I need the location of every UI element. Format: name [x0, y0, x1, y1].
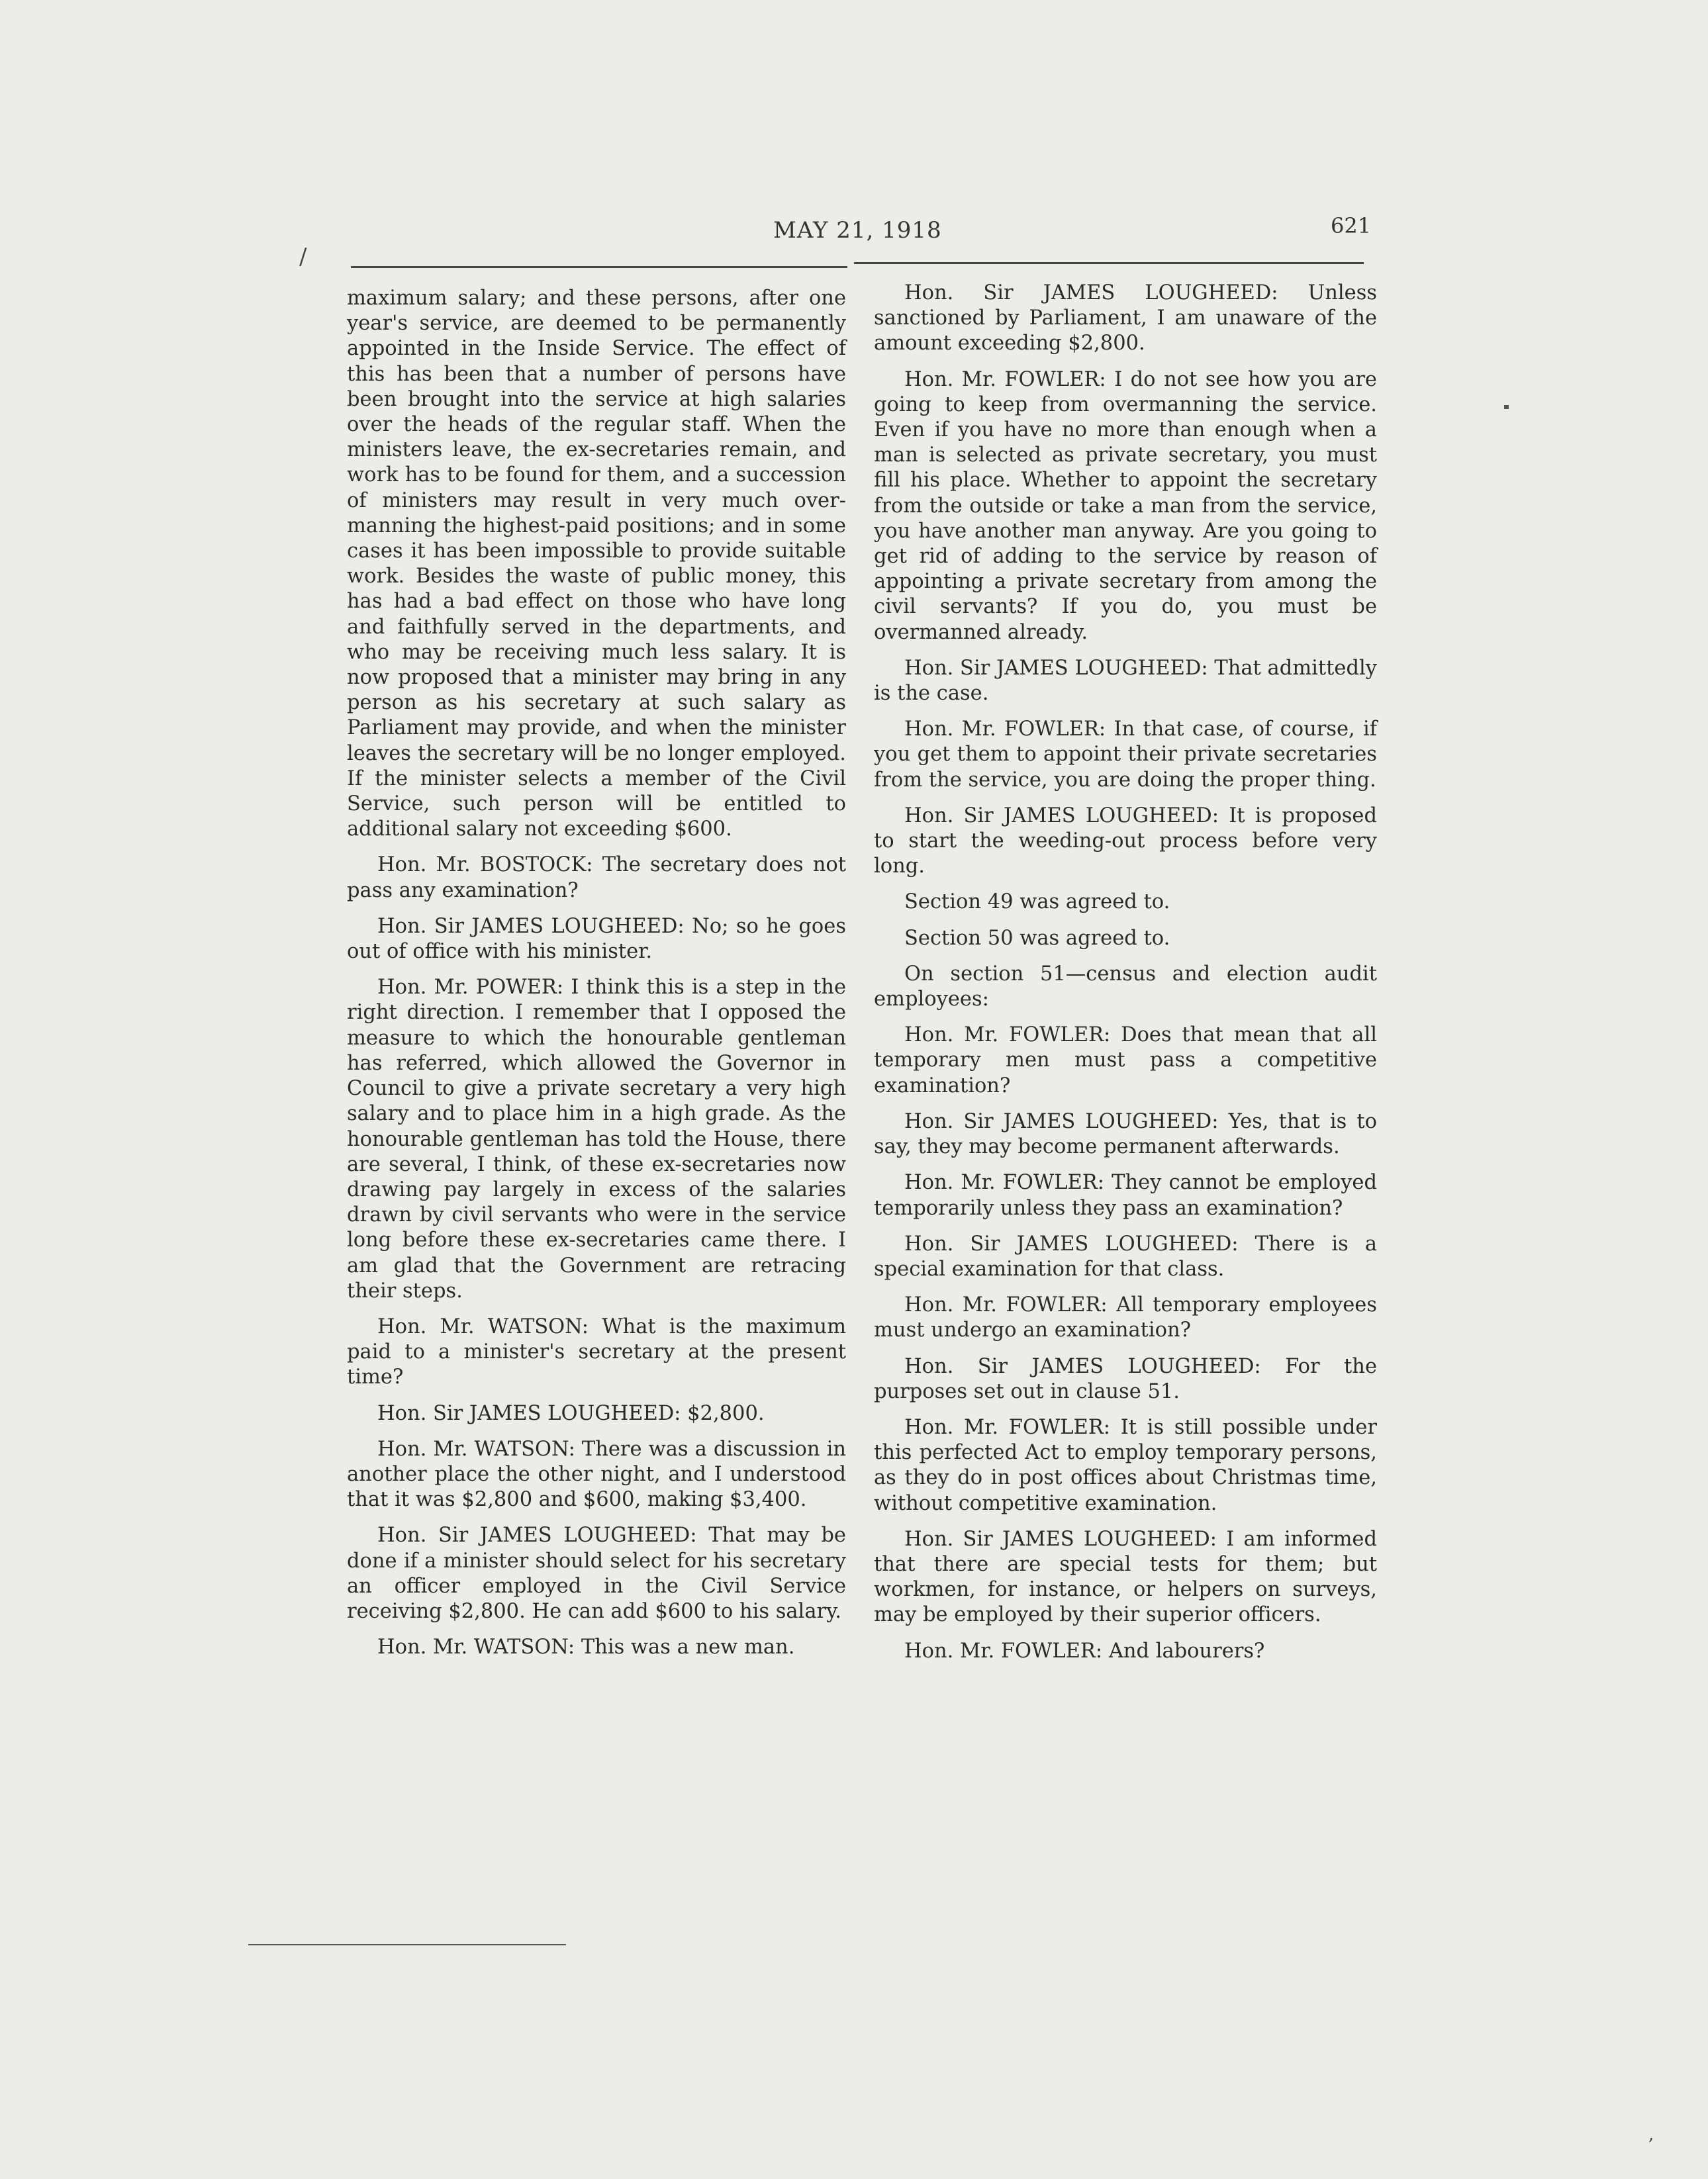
paragraph: Hon. Mr. FOWLER: I do not see how you are going to keep from overmanning the service. Even if you have no more than enough when a man is selected as private secretary, you must fill his place. Whether to appoint the secretary from the outside or take a man from the service, you have another man anyway. Are you going to get rid of adding to the service by reason of appointing a private secretary from among the civil servants? If you do, you must be overmanned already.	[874, 367, 1377, 644]
paragraph: Hon. Mr. FOWLER: In that case, of course, if you get them to appoint their private secretaries from the service, you are doing the proper thing.	[874, 718, 1377, 792]
paragraph: Section 49 was agreed to.	[904, 890, 1170, 914]
paragraph: Hon. Sir JAMES LOUGHEED: I am informed that there are special tests for them; but workmen, for instance, or helpers on surveys, may be employed by their superior officers.	[874, 1527, 1377, 1627]
paragraph: Hon. Sir JAMES LOUGHEED: Unless sanctioned by Parliament, I am unaware of the amount exceeding $2,800.	[874, 281, 1377, 355]
paragraph: Hon. Mr. FOWLER: They cannot be employed temporarily unless they pass an examination?	[874, 1171, 1377, 1220]
page-date: MAY 21, 1918	[773, 217, 942, 244]
paragraph: Hon. Mr. FOWLER: Does that mean that all temporary men must pass a competitive examination?	[874, 1023, 1377, 1097]
paragraph: Hon. Mr. POWER: I think this is a step in the right direction. I remember that I opposed the measure to which the honourable gentleman has referred, which allowed the Governor in Council to give a private secretary a very high salary and to place him in a high grade. As the honourable gentleman has told the House, there are several, I think, of these ex-secretaries now drawing pay largely in excess of the salaries drawn by civil servants who were in the service long before these ex-secretaries came there. I am glad that the Government are retracing their steps.	[347, 976, 846, 1303]
stray-pencil-mark: ,	[1648, 2125, 1654, 2145]
paragraph: Hon. Sir JAMES LOUGHEED: There is a special examination for that class.	[874, 1232, 1377, 1281]
paragraph: maximum salary; and these persons, after one year's service, are deemed to be permanently appointed in the Inside Service. The effect of this has been that a number of persons have been brought into the service at high salaries over the heads of the regular staff. When the ministers leave, the ex-secretaries remain, and work has to be found for them, and a succession of ministers may result in very much over-manning the highest-paid positions; and in some cases it has been impossible to provide suitable work. Besides the waste of public money, this has had a bad effect on those who have long and faithfully served in the departments, and who may be receiving much less salary. It is now proposed that a minister may bring in any person as his secretary at such salary as Parliament may provide, and when the minister leaves the secretary will be no longer employed. If the minister selects a member of the Civil Service, such person will be entitled to additional salary not exceeding $600.	[347, 287, 846, 841]
stray-pencil-mark: /	[299, 244, 307, 270]
stray-ink-dot	[1504, 405, 1509, 409]
paragraph: Hon. Mr. WATSON: This was a new man.	[377, 1636, 795, 1659]
paragraph: On section 51—census and election audit employees:	[874, 962, 1377, 1011]
paragraph: Hon. Mr. FOWLER: It is still possible under this perfected Act to employ temporary persons, as they do in post offices about Christmas time, without competitive examination.	[874, 1415, 1377, 1515]
paragraph: Hon. Sir JAMES LOUGHEED: No; so he goes out of office with his minister.	[347, 914, 846, 964]
paragraph: Hon. Sir JAMES LOUGHEED: For the purposes set out in clause 51.	[874, 1354, 1377, 1403]
footer-rule	[248, 1944, 566, 1945]
paragraph: Hon. Sir JAMES LOUGHEED: It is proposed to start the weeding-out process before very long.	[874, 804, 1377, 878]
paragraph: Hon. Mr. FOWLER: All temporary employees must undergo an examination?	[874, 1293, 1377, 1342]
paragraph: Hon. Mr. WATSON: What is the maximum paid to a minister's secretary at the present time?	[347, 1315, 846, 1389]
paragraph: Hon. Mr. FOWLER: And labourers?	[904, 1639, 1265, 1663]
right-text-column	[874, 281, 1377, 1675]
paragraph: Hon. Sir JAMES LOUGHEED: That may be done if a minister should select for his secretary an officer employed in the Civil Service receiving $2,800. He can add $600 to his salary.	[347, 1524, 846, 1623]
paragraph: Hon. Mr. WATSON: There was a discussion in another place the other night, and I understood that it was $2,800 and $600, making $3,400.	[347, 1437, 846, 1512]
left-text-column	[347, 286, 846, 1671]
paragraph: Section 50 was agreed to.	[904, 926, 1170, 950]
paragraph: Hon. Sir JAMES LOUGHEED: $2,800.	[377, 1401, 765, 1425]
paragraph: Hon. Mr. BOSTOCK: The secretary does not pass any examination?	[347, 853, 846, 902]
paragraph: Hon. Sir JAMES LOUGHEED: That admittedly is the case.	[874, 656, 1377, 706]
paragraph: Hon. Sir JAMES LOUGHEED: Yes, that is to say, they may become permanent afterwards.	[874, 1109, 1377, 1159]
header-rule-left	[351, 266, 847, 268]
page-number: 621	[1331, 213, 1372, 238]
header-rule-right	[854, 262, 1364, 264]
